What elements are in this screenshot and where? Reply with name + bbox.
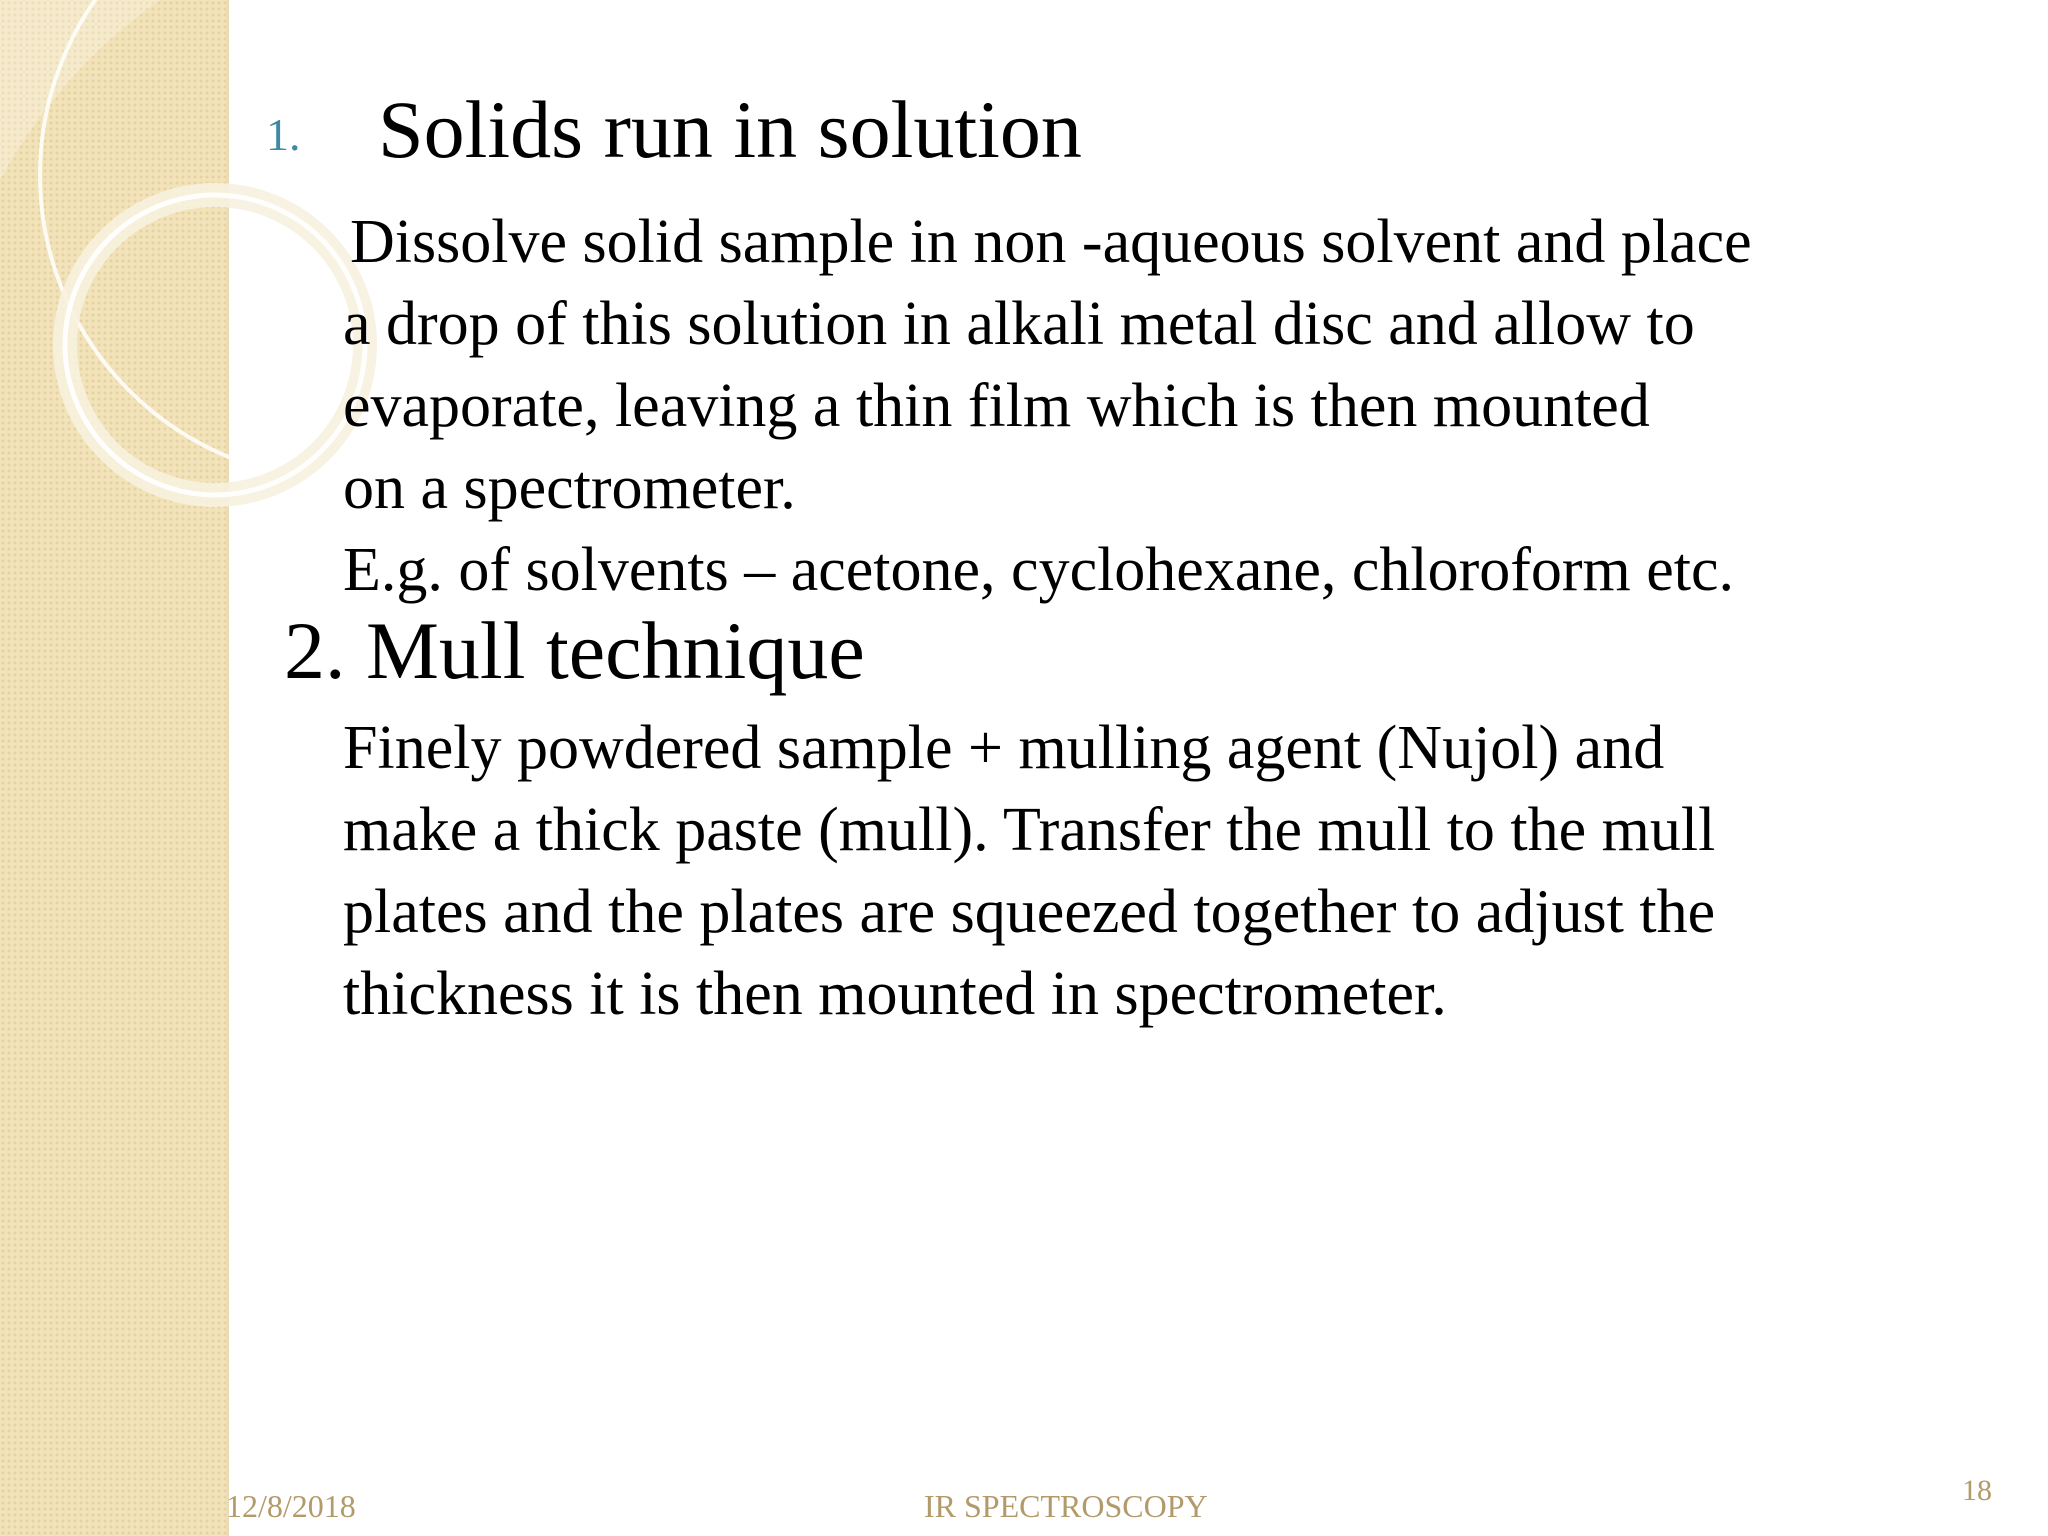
body-line: plates and the plates are squeezed together to adjust the [343, 878, 1716, 946]
section1-body [343, 283, 1734, 611]
section1-first-line: Dissolve solid sample in non -aqueous solvent and place [350, 208, 1752, 276]
page-number: 18 [1962, 1474, 1992, 1507]
body-line: make a thick paste (mull). Transfer the mull to the mull [343, 796, 1716, 864]
section2-body [343, 707, 1715, 1035]
body-line: a drop of this solution in alkali metal disc and allow to [343, 290, 1695, 358]
section2-heading: 2. Mull technique [284, 605, 865, 696]
decorative-side-panel [0, 0, 229, 1536]
body-line: on a spectrometer. [343, 454, 796, 522]
body-line: Finely powdered sample + mulling agent (Nujol) and [343, 714, 1665, 782]
footer-date: 12/8/2018 [226, 1488, 356, 1524]
body-line: evaporate, leaving a thin film which is then mounted [343, 372, 1650, 440]
list-number-1: 1. [266, 109, 301, 160]
footer-title: IR SPECTROSCOPY [924, 1488, 1208, 1524]
body-line: thickness it is then mounted in spectrometer. [343, 960, 1447, 1028]
body-line: E.g. of solvents – acetone, cyclohexane, chloroform etc. [343, 536, 1735, 604]
section1-heading: Solids run in solution [378, 84, 1082, 175]
